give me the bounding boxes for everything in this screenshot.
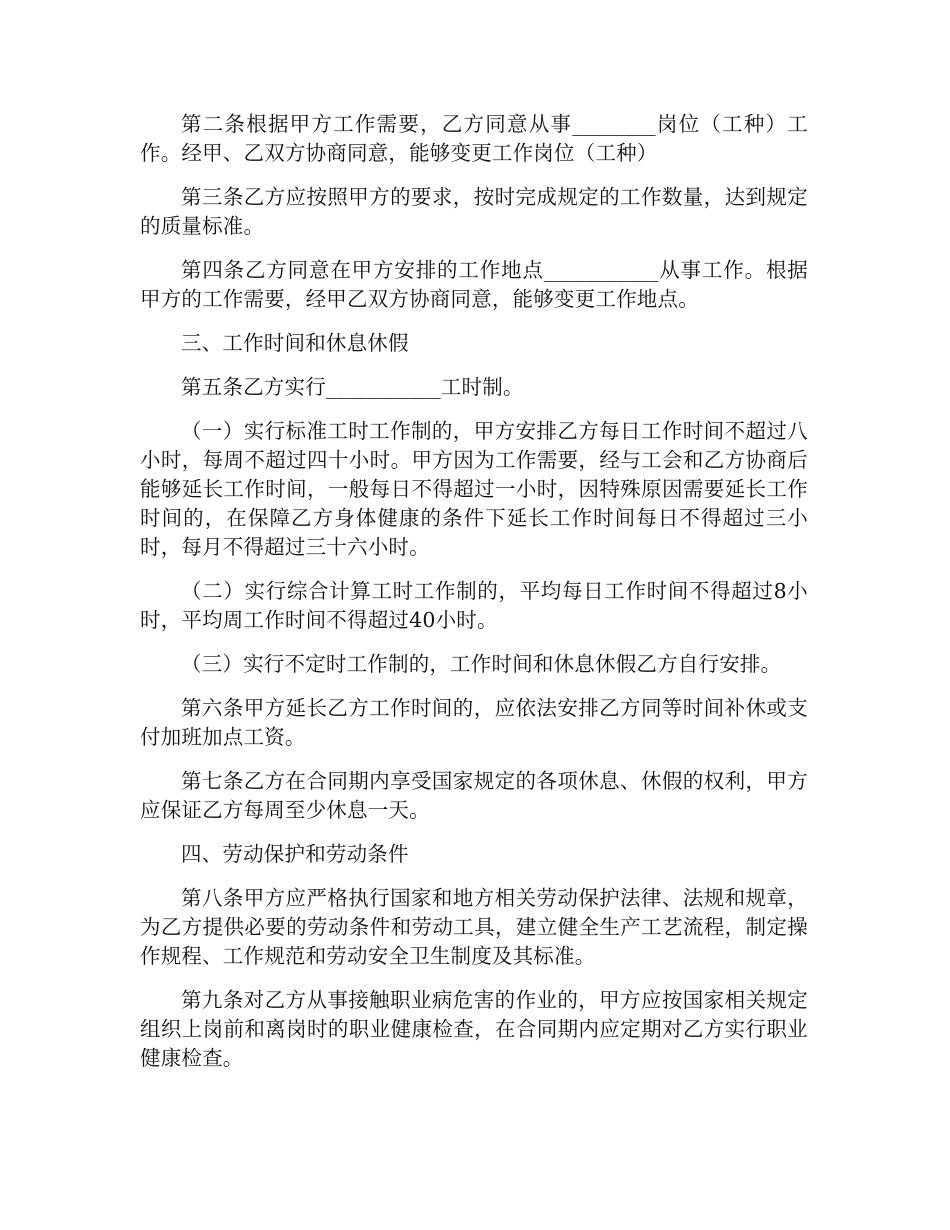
document-body [140, 110, 808, 1088]
section-heading-working-hours: 三、工作时间和休息休假 [181, 331, 409, 355]
paragraph-article-2: 第二条根据甲方工作需要，乙方同意从事________岗位（工种）工作。经甲、乙双方协商同意，能够变更工作岗位（工种） [140, 112, 808, 165]
paragraph-flexible-hours: （三）实行不定时工作制的，工作时间和休息休假乙方自行安排。 [181, 652, 782, 676]
paragraph-article-7: 第七条乙方在合同期内享受国家规定的各项休息、休假的权利，甲方应保证乙方每周至少休息一天。 [140, 769, 808, 822]
section-heading-labor-protection: 四、劳动保护和劳动条件 [181, 842, 409, 866]
paragraph-article-6: 第六条甲方延长乙方工作时间的，应依法安排乙方同等时间补休或支付加班加点工资。 [140, 696, 808, 749]
paragraph-article-5: 第五条乙方实行___________工时制。 [181, 375, 524, 399]
paragraph-comprehensive-hours: （二）实行综合计算工时工作制的，平均每日工作时间不得超过8小时，平均周工作时间不得超过40小时。 [140, 579, 808, 632]
paragraph-article-8: 第八条甲方应严格执行国家和地方相关劳动保护法律、法规和规章，为乙方提供必要的劳动条件和劳动工具，建立健全生产工艺流程，制定操作规程、工作规范和劳动安全卫生制度及其标准。 [140, 886, 808, 968]
paragraph-standard-hours: （一）实行标准工时工作制的，甲方安排乙方每日工作时间不超过八小时，每周不超过四十小时。甲方因为工作需要，经与工会和乙方协商后能够延长工作时间，一般每日不得超过一小时，因特殊原因需要延长工作时间的，在保障乙方身体健康的条件下延长工作时间每日不得超过三小时，每月不得超过三十六小时。 [140, 419, 808, 559]
paragraph-article-4: 第四条乙方同意在甲方安排的工作地点___________从事工作。根据甲方的工作需要，经甲乙双方协商同意，能够变更工作地点。 [140, 258, 808, 311]
paragraph-article-9: 第九条对乙方从事接触职业病危害的作业的，甲方应按国家相关规定组织上岗前和离岗时的职业健康检查，在合同期内应定期对乙方实行职业健康检查。 [140, 988, 808, 1070]
paragraph-article-3: 第三条乙方应按照甲方的要求，按时完成规定的工作数量，达到规定的质量标准。 [140, 185, 808, 238]
